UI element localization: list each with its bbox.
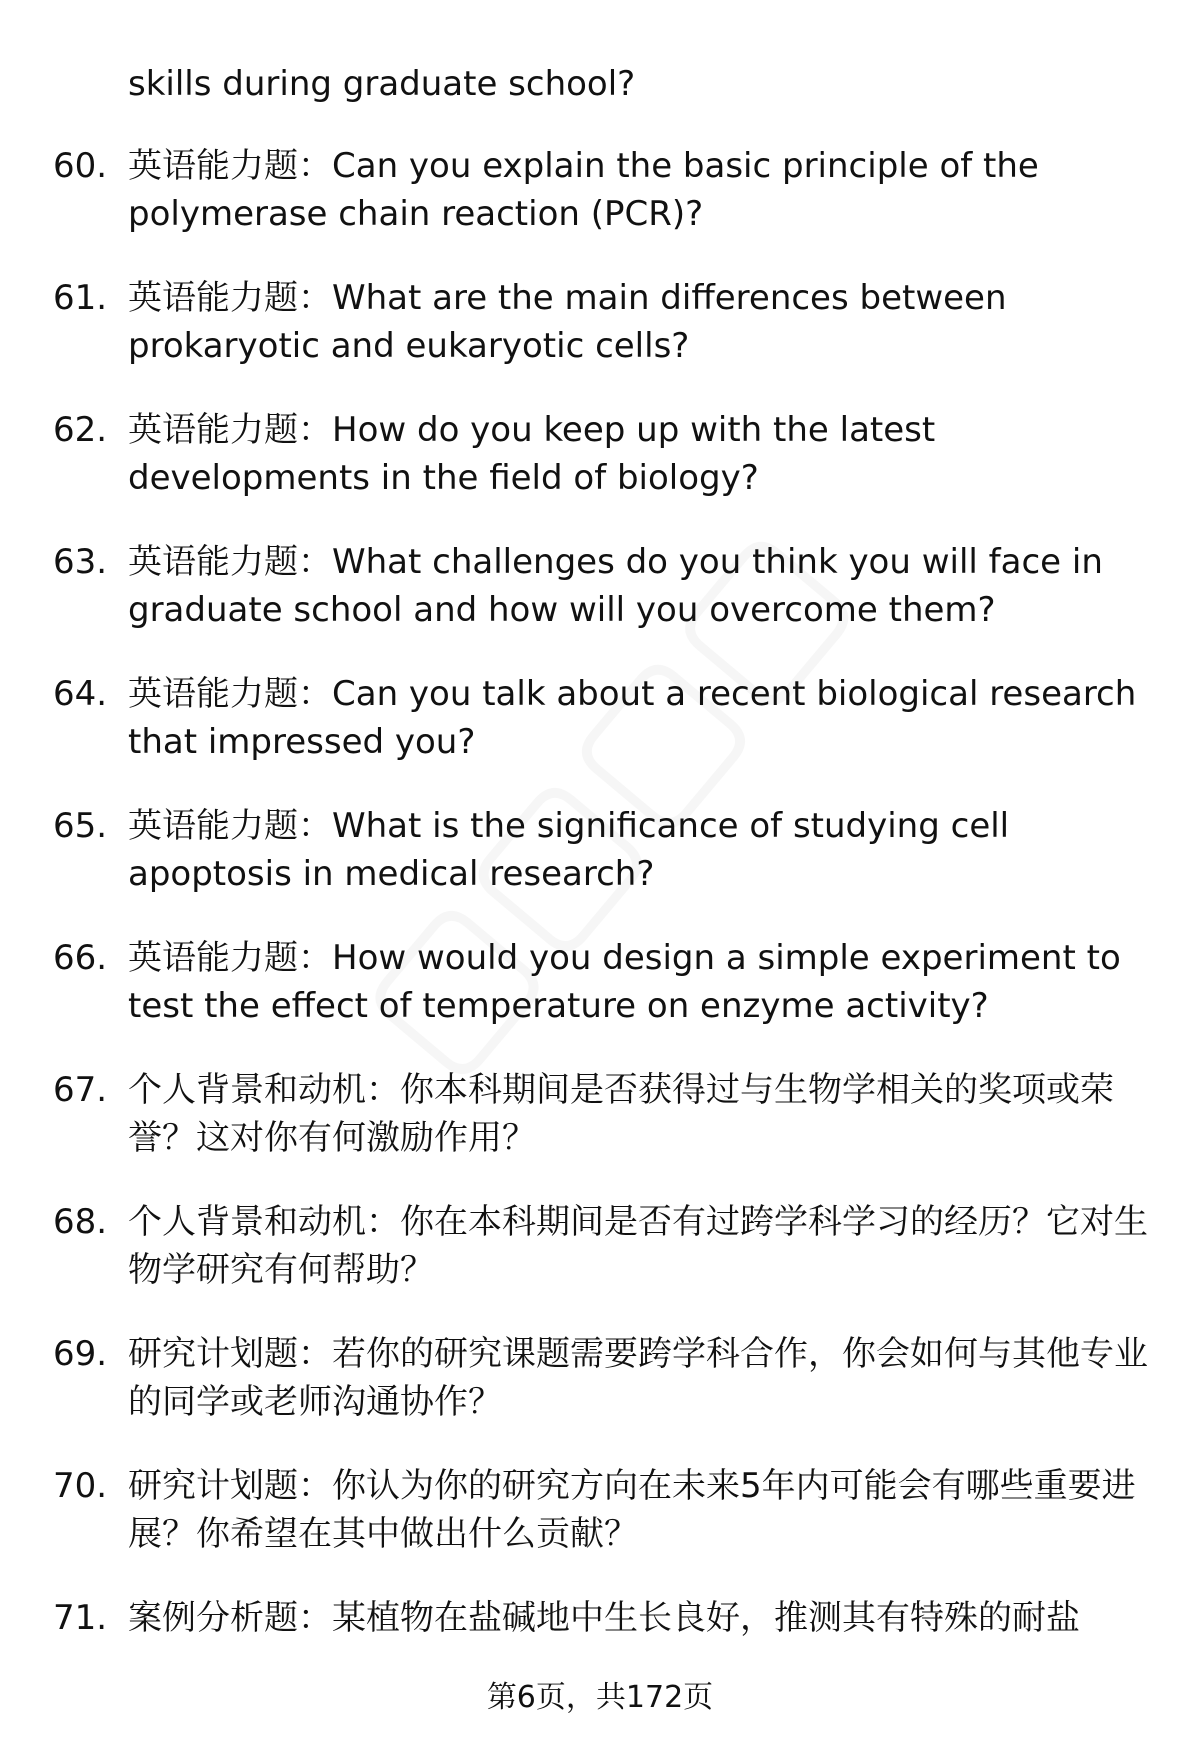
item-number: 71. bbox=[53, 1598, 108, 1638]
item-text: 英语能力题：Can you explain the basic principle of the polymerase chain reaction (PCR)? bbox=[128, 146, 1039, 234]
item-number: 64. bbox=[53, 674, 108, 714]
item-text: 案例分析题：某植物在盐碱地中生长良好，推测其有特殊的耐盐 bbox=[128, 1598, 1080, 1638]
list-item bbox=[0, 406, 1200, 502]
item-text: 英语能力题：What is the significance of studying cell apoptosis in medical research? bbox=[128, 806, 1010, 894]
list-item bbox=[0, 1198, 1200, 1294]
item-text: 研究计划题：你认为你的研究方向在未来5年内可能会有哪些重要进展？你希望在其中做出什么贡献？ bbox=[128, 1466, 1136, 1554]
list-item bbox=[0, 142, 1200, 238]
item-text: 英语能力题：How do you keep up with the latest developments in the field of biology? bbox=[128, 410, 936, 498]
item-number: 66. bbox=[53, 938, 108, 978]
item-number: 69. bbox=[53, 1334, 108, 1374]
list-item bbox=[0, 1594, 1200, 1642]
item-number: 63. bbox=[53, 542, 108, 582]
list-item bbox=[0, 1330, 1200, 1426]
item-number: 65. bbox=[53, 806, 108, 846]
item-text: 英语能力题：Can you talk about a recent biological research that impressed you? bbox=[128, 674, 1137, 762]
item-number: 70. bbox=[53, 1466, 108, 1506]
item-number: 67. bbox=[53, 1070, 108, 1110]
item-text: 个人背景和动机：你在本科期间是否有过跨学科学习的经历？它对生物学研究有何帮助？ bbox=[128, 1202, 1148, 1290]
list-item bbox=[0, 802, 1200, 898]
item-text: 研究计划题：若你的研究课题需要跨学科合作，你会如何与其他专业的同学或老师沟通协作？ bbox=[128, 1334, 1148, 1422]
list-item bbox=[0, 1462, 1200, 1558]
item-text: 个人背景和动机：你本科期间是否获得过与生物学相关的奖项或荣誉？这对你有何激励作用？ bbox=[128, 1070, 1114, 1158]
item-number: 60. bbox=[53, 146, 108, 186]
list-item bbox=[0, 670, 1200, 766]
question-list bbox=[0, 142, 1200, 1678]
list-item bbox=[0, 538, 1200, 634]
item-text: 英语能力题：What are the main differences between prokaryotic and eukaryotic cells? bbox=[128, 278, 1007, 366]
list-item bbox=[0, 934, 1200, 1030]
list-item bbox=[0, 1066, 1200, 1162]
continued-text: skills during graduate school? bbox=[128, 64, 636, 104]
item-number: 68. bbox=[53, 1202, 108, 1242]
page-footer: 第6页，共172页 bbox=[486, 1680, 714, 1715]
item-number: 61. bbox=[53, 278, 108, 318]
item-text: 英语能力题：How would you design a simple experiment to test the effect of temperature on enzyme activity? bbox=[128, 938, 1121, 1026]
item-number: 62. bbox=[53, 410, 108, 450]
item-text: 英语能力题：What challenges do you think you will face in graduate school and how will you overcome them? bbox=[128, 542, 1103, 630]
list-item bbox=[0, 274, 1200, 370]
